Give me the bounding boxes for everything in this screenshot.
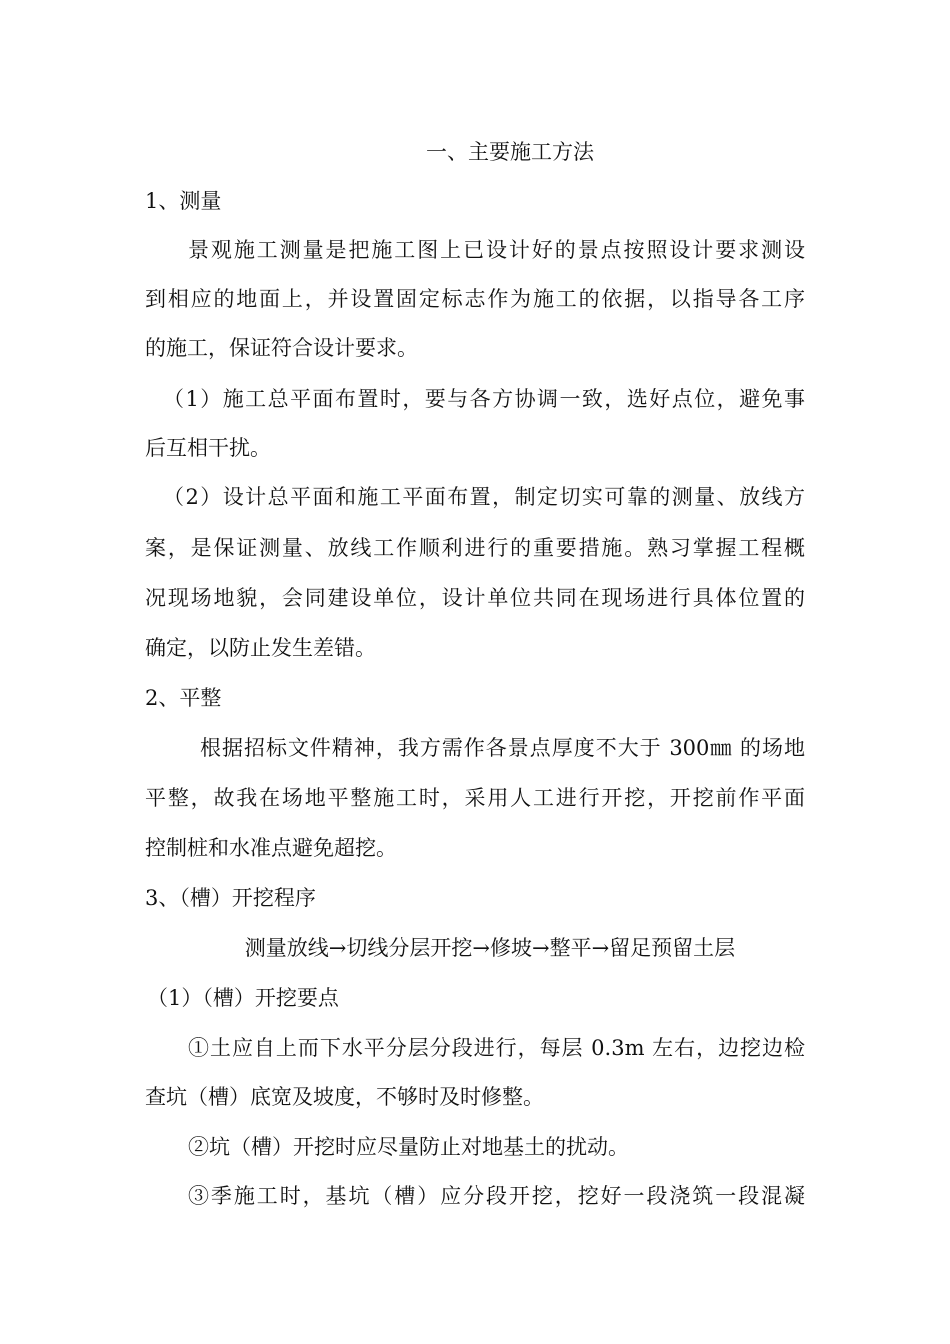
paragraph-line: 控制桩和水准点避免超挖。 — [145, 836, 397, 860]
process-flow: 测量放线→切线分层开挖→修坡→整平→留足预留土层 — [244, 936, 736, 960]
paragraph-line: 景观施工测量是把施工图上已设计好的景点按照设计要求测设 — [188, 238, 805, 262]
paragraph-line: （2）设计总平面和施工平面布置，制定切实可靠的测量、放线方 — [163, 485, 805, 509]
subheading-excavation-points: （1）（槽）开挖要点 — [147, 986, 339, 1010]
point-line: ①土应自上而下水平分层分段进行，每层 0.3m 左右，边挖边检 — [188, 1036, 805, 1060]
point-line: ③季施工时，基坑（槽）应分段开挖，挖好一段浇筑一段混凝 — [188, 1184, 805, 1208]
paragraph-line: 案，是保证测量、放线工作顺利进行的重要措施。熟习掌握工程概 — [145, 536, 805, 560]
paragraph-line: 况现场地貌，会同建设单位，设计单位共同在现场进行具体位置的 — [145, 586, 805, 610]
paragraph-line: 平整，故我在场地平整施工时，采用人工进行开挖，开挖前作平面 — [145, 786, 805, 810]
section-heading-measurement: 1、测量 — [145, 189, 222, 213]
page-title: 一、主要施工方法 — [426, 140, 594, 164]
paragraph-line: 后互相干扰。 — [145, 436, 271, 460]
paragraph-line: 到相应的地面上，并设置固定标志作为施工的依据，以指导各工序 — [145, 287, 805, 311]
paragraph-line: 的施工，保证符合设计要求。 — [145, 336, 418, 360]
point-line: 查坑（槽）底宽及坡度，不够时及时修整。 — [145, 1085, 544, 1109]
paragraph-line: 根据招标文件精神，我方需作各景点厚度不大于 300㎜ 的场地 — [200, 736, 805, 760]
section-heading-leveling: 2、平整 — [145, 686, 222, 710]
paragraph-line: （1）施工总平面布置时，要与各方协调一致，选好点位，避免事 — [163, 387, 805, 411]
point-line: ②坑（槽）开挖时应尽量防止对地基土的扰动。 — [188, 1135, 629, 1159]
section-heading-excavation: 3、（槽）开挖程序 — [145, 886, 316, 910]
paragraph-line: 确定，以防止发生差错。 — [145, 636, 376, 660]
